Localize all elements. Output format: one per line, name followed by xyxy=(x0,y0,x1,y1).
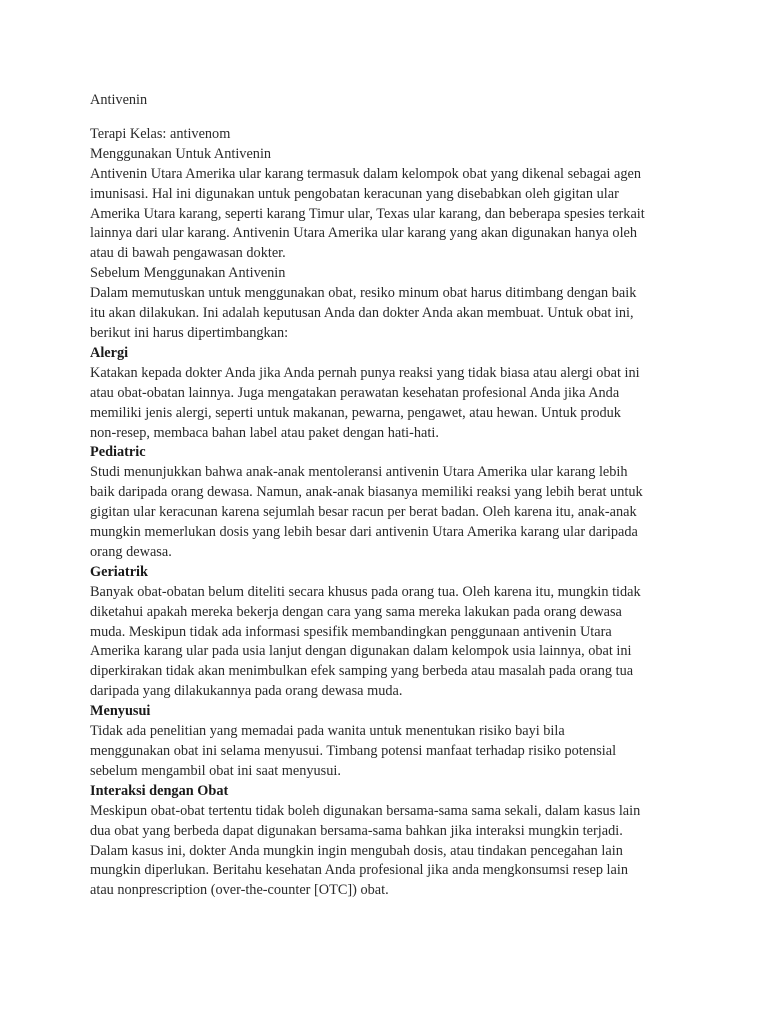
text-line: Menggunakan Untuk Antivenin xyxy=(90,145,272,162)
text-line: mungkin memerlukan dosis yang lebih besar dari antivenin Utara Amerika karang ular daripada xyxy=(90,524,638,541)
text-line: Katakan kepada dokter Anda jika Anda pernah punya reaksi yang tidak biasa atau alergi obat ini xyxy=(90,364,640,381)
section-heading: Geriatrik xyxy=(90,563,148,580)
section-heading: Alergi xyxy=(90,344,129,361)
text-line: Meskipun obat-obat tertentu tidak boleh digunakan bersama-sama sama sekali, dalam kasus lain xyxy=(90,802,641,819)
text-line: Tidak ada penelitian yang memadai pada wanita untuk menentukan risiko bayi bila xyxy=(90,723,565,740)
text-line: atau obat-obatan lainnya. Juga mengatakan perawatan kesehatan profesional Anda jika Anda xyxy=(90,384,620,401)
text-line: diketahui apakah mereka bekerja dengan cara yang sama mereka lakukan pada orang dewasa xyxy=(90,603,622,620)
text-line: Antivenin Utara Amerika ular karang termasuk dalam kelompok obat yang dikenal sebagai agen xyxy=(90,165,642,182)
text-line: mungkin diperlukan. Beritahu kesehatan Anda profesional jika anda mengkonsumsi resep lain xyxy=(90,862,628,879)
text-line: Amerika Utara karang, seperti karang Timur ular, Texas ular karang, dan beberapa spesies terkait xyxy=(90,205,645,222)
text-line: diperkirakan tidak akan menimbulkan efek samping yang berbeda atau masalah pada orang tua xyxy=(90,663,634,680)
text-line: gigitan ular keracunan karena sejumlah besar racun per berat badan. Oleh karena itu, anak-anak xyxy=(90,504,637,521)
text-line: lainnya dari ular karang. Antivenin Utara Amerika ular karang yang akan digunakan hanya oleh xyxy=(90,225,638,242)
text-line: atau di bawah pengawasan dokter. xyxy=(90,245,286,262)
text-line: orang dewasa. xyxy=(90,543,172,560)
section-heading: Pediatric xyxy=(90,444,146,461)
section-heading: Menyusui xyxy=(90,703,151,720)
text-line: memiliki jenis alergi, seperti untuk makanan, pewarna, pengawet, atau hewan. Untuk produk xyxy=(90,404,621,421)
text-line: Dalam kasus ini, dokter Anda mungkin ingin mengubah dosis, atau tindakan pencegahan lain xyxy=(90,842,623,859)
section-heading: Interaksi dengan Obat xyxy=(90,782,229,799)
text-line: atau nonprescription (over-the-counter [OTC]) obat. xyxy=(90,882,389,899)
text-line: sebelum mengambil obat ini saat menyusui. xyxy=(90,762,341,779)
text-line: Dalam memutuskan untuk menggunakan obat, resiko minum obat harus ditimbang dengan baik xyxy=(90,285,637,302)
text-line: Banyak obat-obatan belum diteliti secara khusus pada orang tua. Oleh karena itu, mungkin tidak xyxy=(90,583,641,600)
document-body xyxy=(90,125,690,901)
text-line: Sebelum Menggunakan Antivenin xyxy=(90,265,286,282)
text-line: Amerika karang ular pada usia lanjut dengan digunakan dalam kelompok usia lainnya, obat ini xyxy=(90,643,632,660)
text-line: Studi menunjukkan bahwa anak-anak mentoleransi antivenin Utara Amerika ular karang lebih xyxy=(90,464,628,481)
text-line: dua obat yang berbeda dapat digunakan bersama-sama bahkan jika interaksi mungkin terjadi. xyxy=(90,822,623,839)
text-line: daripada yang dilakukannya pada orang dewasa muda. xyxy=(90,683,403,700)
text-line: Terapi Kelas: antivenom xyxy=(90,125,231,142)
text-line: non-resep, membaca bahan label atau paket dengan hati-hati. xyxy=(90,424,439,441)
document-page xyxy=(90,91,690,901)
text-line: muda. Meskipun tidak ada informasi spesifik membandingkan penggunaan antivenin Utara xyxy=(90,623,612,640)
text-line: baik daripada orang dewasa. Namun, anak-anak biasanya memiliki reaksi yang lebih berat untuk xyxy=(90,484,643,501)
text-line: menggunakan obat ini selama menyusui. Timbang potensi manfaat terhadap risiko potensial xyxy=(90,743,617,759)
text-line: berikut ini harus dipertimbangkan: xyxy=(90,324,289,341)
text-line: imunisasi. Hal ini digunakan untuk pengobatan keracunan yang disebabkan oleh gigitan ular xyxy=(90,185,619,202)
text-line: itu akan dilakukan. Ini adalah keputusan Anda dan dokter Anda akan membuat. Untuk obat ini, xyxy=(90,305,634,322)
document-title: Antivenin xyxy=(90,92,148,108)
